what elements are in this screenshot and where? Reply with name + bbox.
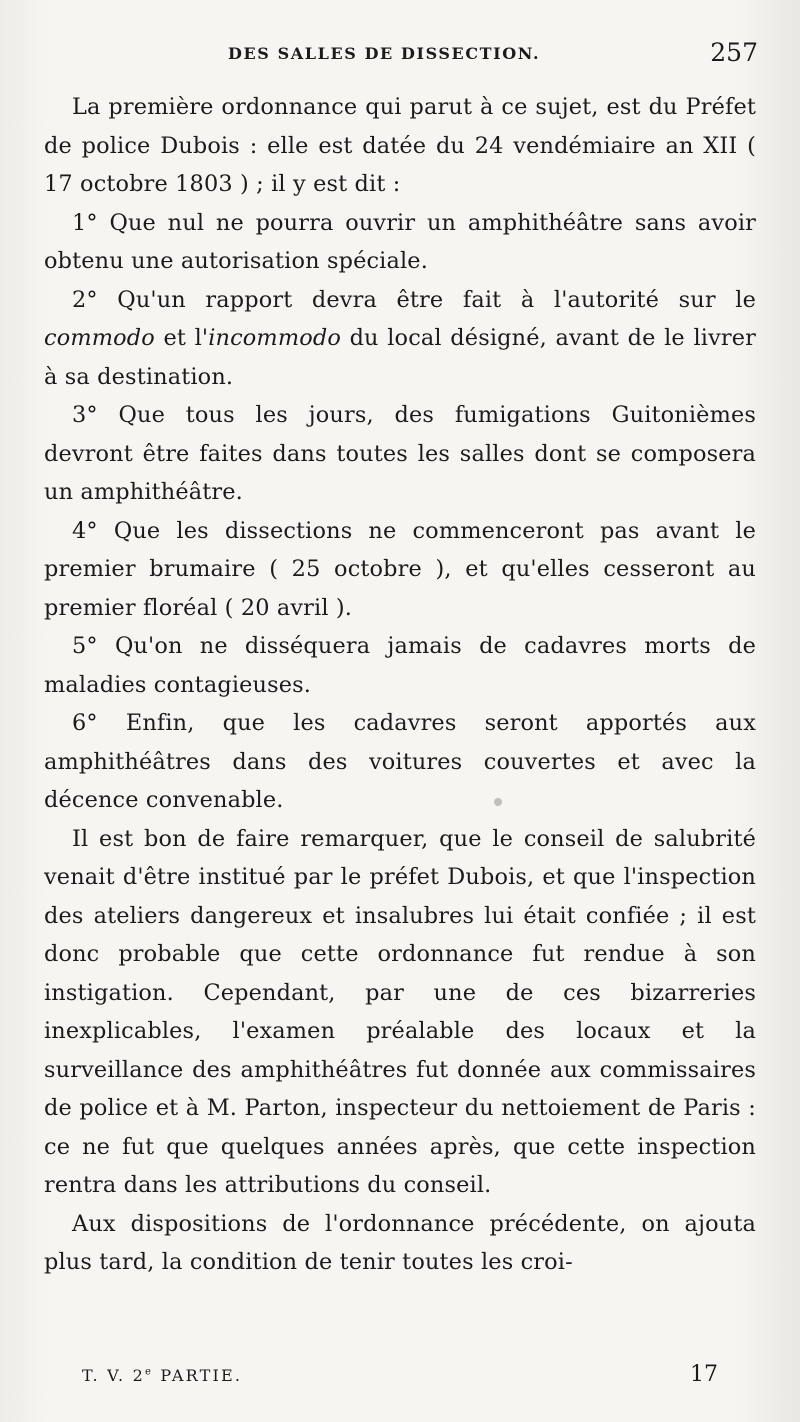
paragraph [44, 627, 756, 704]
text-run: 3° Que tous les jours, des fumigations Guitonièmes devront être faites dans toutes les salles dont se composera un amphithéâtre. [44, 402, 756, 505]
text-run: 5° Qu'on ne disséquera jamais de cadavres morts de maladies contagieuses. [44, 633, 756, 698]
paragraph [44, 281, 756, 397]
italic-term: incommodo [208, 325, 341, 351]
paragraph [44, 512, 756, 628]
text-run: 2° Qu'un rapport devra être fait à l'autorité sur le [72, 286, 756, 313]
paragraph [44, 820, 756, 1205]
sheet-number: 17 [690, 1362, 718, 1387]
paragraph [44, 1205, 756, 1282]
page-number: 257 [710, 38, 758, 67]
body-text [44, 88, 756, 1282]
ink-spot [494, 798, 502, 806]
text-run: et l' [154, 325, 209, 351]
text-run: 6° Enfin, que les cadavres seront apportés aux amphithéâtres dans des voitures couvertes et avec la décence convenable. [44, 710, 756, 813]
signature-mark: T. V. 2e PARTIE. [82, 1366, 243, 1385]
text-run: Aux dispositions de l'ordonnance précédente, on ajouta plus tard, la condition de tenir toutes les croi- [44, 1210, 756, 1275]
paragraph [44, 396, 756, 512]
paragraph [44, 704, 756, 820]
paragraph [44, 204, 756, 281]
italic-term: commodo [44, 325, 155, 351]
text-run: 1° Que nul ne pourra ouvrir un amphithéâtre sans avoir obtenu une autorisation spéciale. [44, 209, 756, 274]
text-run: Il est bon de faire remarquer, que le conseil de salubrité venait d'être institué par le préfet Dubois, et que l'inspection des ateliers dangereux et insalubres lui était confiée ; il est donc probable que cette ordonnance fut rendue à son instigation. Cependant, par une de ces bizarreries inexplicables, l'examen préalable des locaux et la surveillance des amphithéâtres fut donnée aux commissaires de police et à M. Parton, inspecteur du nettoiement de Paris : ce ne fut que quelques années après, que cette inspection rentra dans les attributions du conseil. [44, 825, 756, 1198]
page-footer [44, 1362, 758, 1402]
text-run: 4° Que les dissections ne commenceront pas avant le premier brumaire ( 25 octobre ), et qu'elles cesseront au premier floréal ( 20 avril ). [44, 517, 756, 621]
text-run: La première ordonnance qui parut à ce sujet, est du Préfet de police Dubois : elle est datée du 24 vendémiaire an XII ( 17 octobre 1803 ) ; il y est dit : [44, 94, 756, 197]
text-run: du local désigné, avant de le livrer à sa destination. [44, 325, 756, 390]
paragraph [44, 88, 756, 204]
page-header [44, 38, 758, 78]
running-head: DES SALLES DE DISSECTION. [228, 44, 541, 63]
